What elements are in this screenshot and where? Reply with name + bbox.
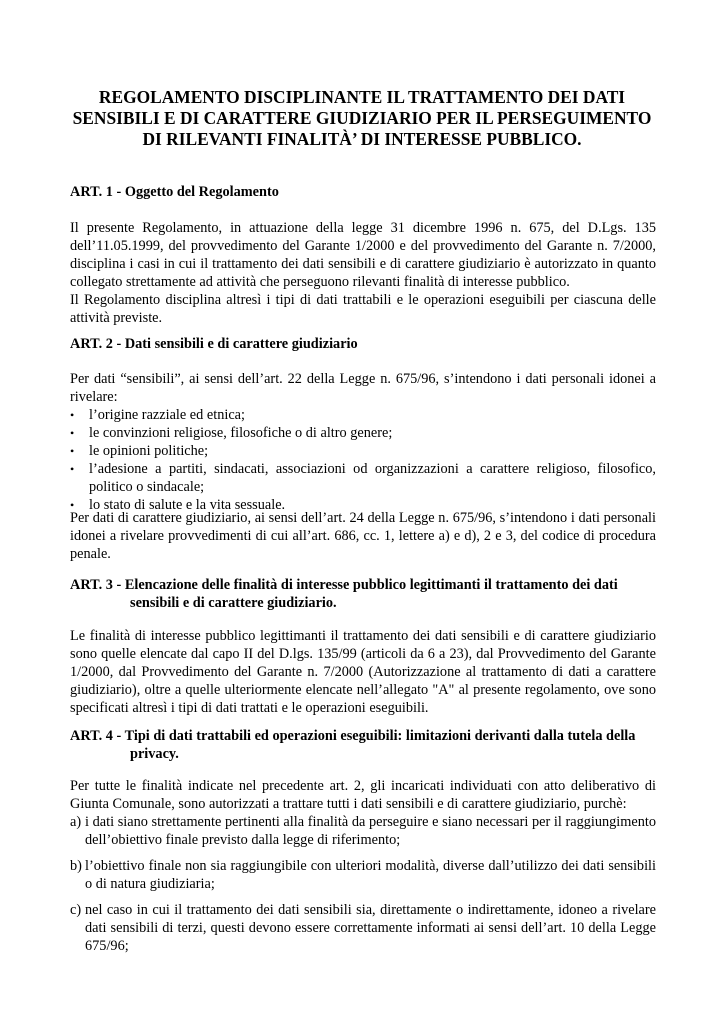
list-item: • l’origine razziale ed etnica; xyxy=(70,407,245,423)
bullet-icon: • xyxy=(70,408,75,422)
art2-outro: Per dati di carattere giudiziario, ai sensi dell’art. 24 della Legge n. 675/96, s’intendono i dati personali idonei a rivelare provvedimenti di cui all’art. 686, cc. 1, lettere a) e d), 2 e 3, del codice di procedura penale. xyxy=(70,510,656,562)
art1-body xyxy=(70,219,656,327)
list-item: a) i dati siano strettamente pertinenti alla finalità da perseguire e siano necessari per il raggiungimento dell’obiettivo finale previsto dalla legge di riferimento; xyxy=(70,814,656,848)
art1-paragraph-1: Il presente Regolamento, in attuazione della legge 31 dicembre 1996 n. 675, del D.Lgs. 135 dell’11.05.1999, del provvedimento del Garante 1/2000 e del provvedimento del Garante n. 7/2000, disciplina i casi in cui il trattamento dei dati sensibili e di carattere giudiziario è autorizzato in quanto collegato strettamente ad attività che perseguono rilevanti finalità di interesse pubblico. xyxy=(70,220,656,290)
art2-heading: ART. 2 - Dati sensibili e di carattere giudiziario xyxy=(70,336,358,352)
list-item: • l’adesione a partiti, sindacati, associazioni od organizzazioni a carattere religioso, filosofico, politico o sindacale; xyxy=(70,461,656,495)
art4-condition-list xyxy=(70,813,656,955)
title-line-1: REGOLAMENTO DISCIPLINANTE IL TRATTAMENTO DEI DATI xyxy=(98,87,626,107)
title-line-3: DI RILEVANTI FINALITÀ’ DI INTERESSE PUBBLICO. xyxy=(142,129,582,149)
art4-heading-line-1: ART. 4 - Tipi di dati trattabili ed operazioni eseguibili: limitazioni derivanti dalla tutela della xyxy=(70,728,636,744)
bullet-icon: • xyxy=(70,426,75,440)
bullet-icon: • xyxy=(70,462,75,476)
art4-intro: Per tutte le finalità indicate nel precedente art. 2, gli incaricati individuati con atto deliberativo di Giunta Comunale, sono autorizzati a trattare tutti i dati sensibili e di carattere giudiziario, purchè: xyxy=(70,778,656,812)
art2-intro: Per dati “sensibili”, ai sensi dell’art. 22 della Legge n. 675/96, s’intendono i dati personali idonei a rivelare: xyxy=(70,371,656,405)
list-item: • le opinioni politiche; xyxy=(70,443,209,459)
art1-paragraph-2: Il Regolamento disciplina altresì i tipi di dati trattabili e le operazioni eseguibili per ciascuna delle attività previste. xyxy=(70,292,656,326)
list-item: c) nel caso in cui il trattamento dei dati sensibili sia, direttamente o indirettamente, idoneo a rivelare dati sensibili di terzi, questi devono essere correttamente informati ai sensi dell’art. 10 della Legge 675/96; xyxy=(70,902,656,954)
art3-heading-line-2: sensibili e di carattere giudiziario. xyxy=(130,595,337,611)
art4-heading xyxy=(70,727,656,763)
art2-bullet-list xyxy=(70,406,656,514)
list-item: • lo stato di salute e la vita sessuale. xyxy=(70,497,286,513)
list-item: b) l’obiettivo finale non sia raggiungibile con ulteriori modalità, diverse dall’utilizzo dei dati sensibili o di natura giudiziaria; xyxy=(70,858,656,892)
art3-paragraph: Le finalità di interesse pubblico legittimanti il trattamento dei dati sensibili e di carattere giudiziario sono quelle elencate dal capo II del D.lgs. 135/99 (articoli da 6 a 23), dal Provvedimento del Garante 1/2000, dal Provvedimento del Garante n. 7/2000 (Autorizzazione al trattamento di dati a carattere giudiziario), oltre a quelle ulteriormente elencate nell’allegato "A" al presente regolamento, ove sono specificati altresì i tipi di dati trattati e le operazioni eseguibili. xyxy=(70,628,656,716)
title-line-2: SENSIBILI E DI CARATTERE GIUDIZIARIO PER IL PERSEGUIMENTO xyxy=(72,108,652,128)
bullet-icon: • xyxy=(70,444,75,458)
art3-heading xyxy=(70,576,656,612)
document-title xyxy=(70,87,654,150)
bullet-icon: • xyxy=(70,498,75,512)
art1-heading: ART. 1 - Oggetto del Regolamento xyxy=(70,184,279,200)
art3-heading-line-1: ART. 3 - Elencazione delle finalità di interesse pubblico legittimanti il trattamento dei dati xyxy=(70,577,618,593)
art4-heading-line-2: privacy. xyxy=(130,746,179,762)
list-item: • le convinzioni religiose, filosofiche o di altro genere; xyxy=(70,425,393,441)
